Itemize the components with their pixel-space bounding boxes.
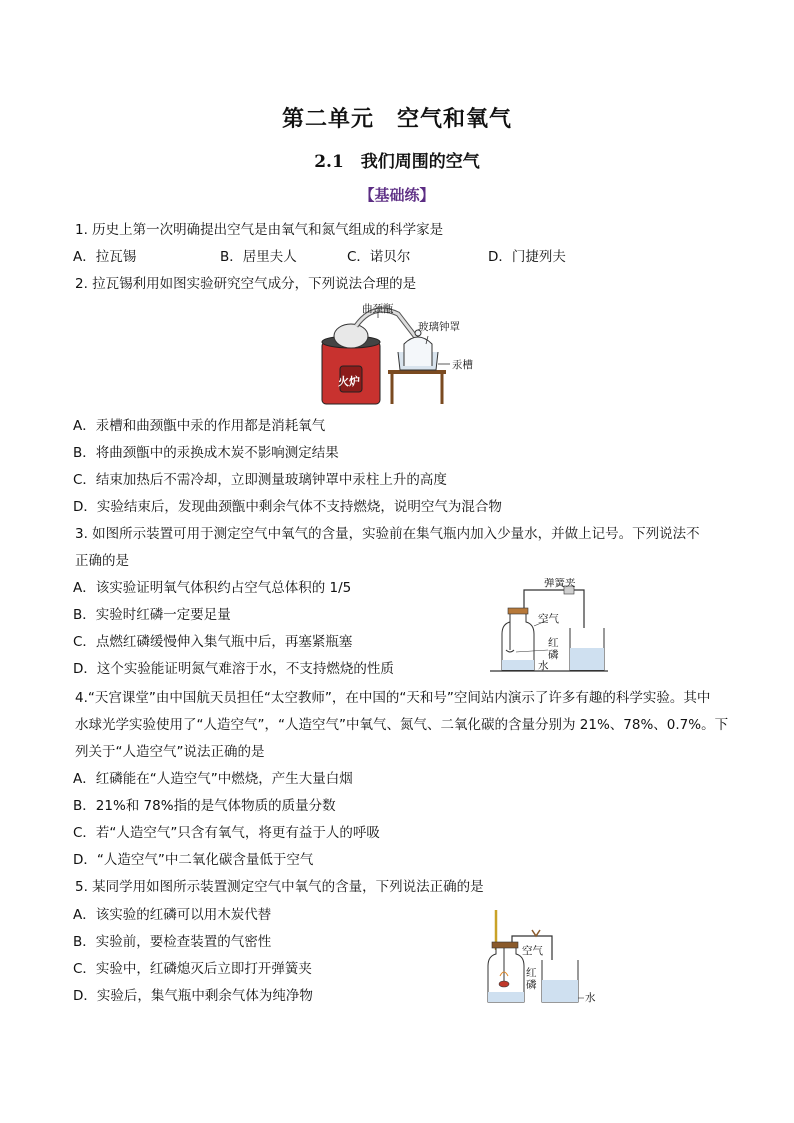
- q1-option-a: A．拉瓦锡: [73, 249, 137, 265]
- q3-option-b: B．实验时红磷一定要足量: [73, 607, 231, 623]
- q3-option-c: C．点燃红磷缓慢伸入集气瓶中后，再塞紧瓶塞: [73, 634, 353, 650]
- phosphorus-label: 磷: [548, 649, 559, 661]
- q4-option-b: B．21%和 78%指的是气体物质的质量分数: [73, 798, 336, 814]
- water-label: 水: [538, 660, 549, 672]
- q2-option-d: D．实验结束后，发现曲颈甑中剩余气体不支持燃烧，说明空气为混合物: [73, 499, 502, 515]
- q1-stem: 1. 历史上第一次明确提出空气是由氧气和氮气组成的科学家是: [75, 222, 444, 238]
- q5-option-d: D．实验后，集气瓶中剩余气体为纯净物: [73, 988, 313, 1004]
- q3-option-a: A．该实验证明氧气体积约占空气总体积的 1/5: [73, 580, 352, 596]
- section-tag: 【基础练】: [359, 186, 435, 204]
- furnace-label: 火炉: [338, 375, 360, 388]
- red-label-2: 红: [526, 967, 537, 979]
- section-title: 2.1 我们周围的空气: [314, 152, 480, 172]
- q4-stem-line1: 4.“天宫课堂”由中国航天员担任“太空教师”，在中国的“天和号”空间站内演示了许多有趣的科学实验。其中: [75, 690, 711, 706]
- air-label: 空气: [538, 613, 559, 625]
- oxygen-measure-apparatus-figure: [488, 578, 610, 674]
- q4-option-c: C．若“人造空气”只含有氧气，将更有益于人的呼吸: [73, 825, 380, 841]
- q2-stem: 2. 拉瓦锡利用如图实验研究空气成分，下列说法合理的是: [75, 276, 417, 292]
- q4-option-d: D．“人造空气”中二氧化碳含量低于空气: [73, 852, 314, 868]
- lavoisier-apparatus-figure: [318, 300, 488, 408]
- water-label-2: 水: [585, 992, 596, 1004]
- q2-option-c: C．结束加热后不需冷却，立即测量玻璃钟罩中汞柱上升的高度: [73, 472, 447, 488]
- trough-label: 汞槽: [452, 359, 473, 371]
- q3-option-d: D．这个实验能证明氮气难溶于水，不支持燃烧的性质: [73, 661, 394, 677]
- q4-stem-line3: 列关于“人造空气”说法正确的是: [75, 744, 265, 760]
- retort-label: 曲颈甑: [362, 303, 394, 315]
- q5-option-a: A．该实验的红磷可以用木炭代替: [73, 907, 272, 923]
- q2-option-a: A．汞槽和曲颈甑中汞的作用都是消耗氧气: [73, 418, 326, 434]
- q5-option-b: B．实验前，要检查装置的气密性: [73, 934, 272, 950]
- q4-stem-line2: 水球光学实验使用了“人造空气”，“人造空气”中氧气、氮气、二氧化碳的含量分别为 21%、78%、0.7%。下: [75, 717, 729, 733]
- red-label: 红: [548, 637, 559, 649]
- oxygen-measure-apparatus-figure-2: [482, 906, 600, 1006]
- bell-jar-label: 玻璃钟罩: [418, 321, 460, 333]
- q1-option-c: C．诺贝尔: [347, 249, 411, 265]
- q4-option-a: A．红磷能在“人造空气”中燃烧，产生大量白烟: [73, 771, 353, 787]
- air-label-2: 空气: [522, 945, 543, 957]
- q3-stem-line1: 3. 如图所示装置可用于测定空气中氧气的含量，实验前在集气瓶内加入少量水，并做上记号。下列说法不: [75, 526, 700, 542]
- clamp-label: 弹簧夹: [544, 578, 576, 589]
- q2-option-b: B．将曲颈甑中的汞换成木炭不影响测定结果: [73, 445, 339, 461]
- unit-title: 第二单元 空气和氧气: [281, 106, 512, 132]
- q5-option-c: C．实验中，红磷熄灭后立即打开弹簧夹: [73, 961, 312, 977]
- q1-option-b: B．居里夫人: [220, 249, 297, 265]
- phosphorus-label-2: 磷: [526, 979, 537, 991]
- q5-stem: 5. 某同学用如图所示装置测定空气中氧气的含量，下列说法正确的是: [75, 879, 484, 895]
- q1-option-d: D．门捷列夫: [488, 249, 566, 265]
- q3-stem-line2: 正确的是: [75, 553, 129, 569]
